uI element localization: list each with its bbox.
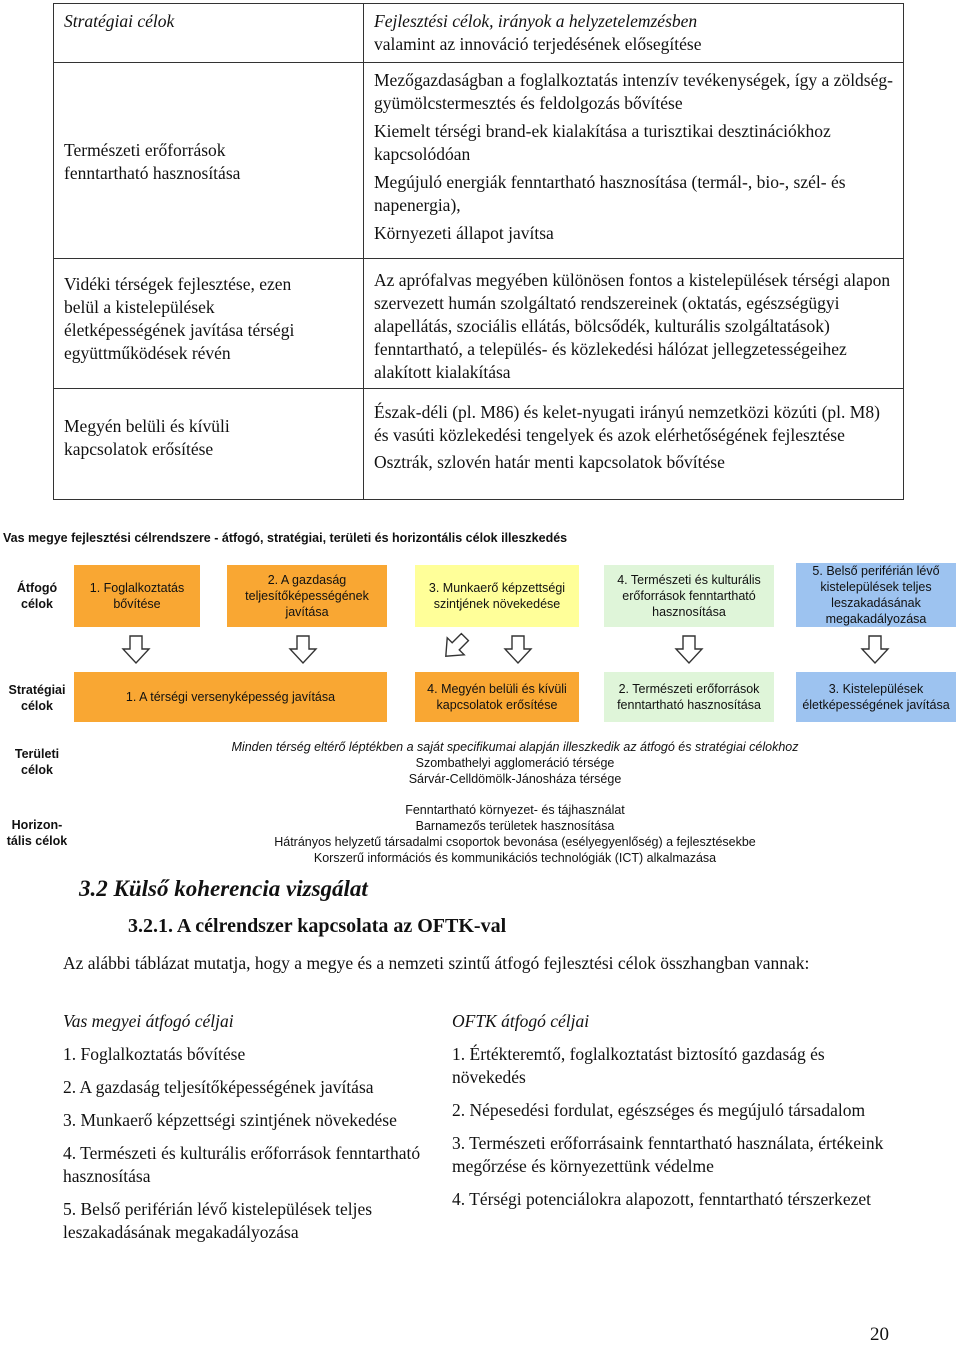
subsection-heading: 3.2.1. A célrendszer kapcsolata az OFTK-val [128, 915, 507, 937]
horizontalis-line-2: Barnamezős területek hasznosítása [415, 819, 615, 833]
row1-item-4: Környezeti állapot javítsa [374, 223, 554, 243]
list-item: 5. Belső periférián lévő kistelepülések teljes leszakadásának megakadályozása [63, 1199, 373, 1242]
strategiai-box-1: 1. A térségi versenyképesség javítása [74, 672, 387, 722]
row2-left-line-3: életképességének javítása térségi [64, 320, 295, 340]
label-strategiai-line-2: célok [21, 699, 53, 713]
table-row [54, 63, 904, 259]
arrow-down-icon [503, 635, 533, 665]
row1-item-1: Mezőgazdaságban a foglalkoztatás intenzív tevékenységek, így a zöldség- gyümölcstermesztés és feldolgozás bővítése [374, 70, 893, 113]
label-atfogo-line-2: célok [21, 597, 53, 611]
strategic-goals-table [53, 3, 904, 500]
atfogo-box-2: 2. A gazdaság teljesítőképességének javítása [227, 565, 387, 627]
arrow-down-icon [288, 635, 318, 665]
horizontalis-line-1: Fenntartható környezet- és tájhasználat [405, 803, 625, 817]
diagram-title: Vas megye fejlesztési célrendszere - átfogó, stratégiai, területi és horizontális célok illeszkedés [3, 531, 568, 545]
row3-left-line-1: Megyén belüli és kívüli [64, 416, 230, 436]
row1-left-line-1: Természeti erőforrások [64, 139, 226, 160]
atfogo-box-5: 5. Belső periférián lévő kistelepülések teljes leszakadásának megakadályozása [796, 563, 956, 627]
row1-left-line-2: fenntartható hasznosítása [64, 162, 241, 183]
intro-paragraph: Az alábbi táblázat mutatja, hogy a megye és a nemzeti szintű átfogó fejlesztési célok összhangban vannak: [63, 953, 810, 973]
atfogo-box-4: 4. Természeti és kulturális erőforrások fenntartható hasznosítása [604, 565, 774, 627]
list-item: 3. Természeti erőforrásaink fenntartható használata, értékeink megőrzése és környezettünk védelme [452, 1133, 884, 1176]
table-header-right [364, 4, 904, 63]
row2-left-line-4: együttműködések révén [64, 343, 231, 363]
header-right-line-2: valamint az innováció terjedésének elősegítése [374, 34, 702, 54]
list-item: 4. Térségi potenciálokra alapozott, fenntartható térszerkezet [452, 1189, 871, 1209]
row3-left-line-2: kapcsolatok erősítése [64, 439, 214, 459]
label-horizontalis-line-1: Horizon- [11, 818, 63, 832]
row2-item-1: Az aprófalvas megyében különösen fontos a kistelepülések térségi alapon szervezett humán szolgáltató rendszereinek (oktatás, egészségügyi alapellátás, szociális ellátás, bölcsődék, kulturális szolgáltatások) fenntartható, a település- és közlekedési hálózat jellegzetességeihez alakított kialakítása [374, 270, 891, 382]
row1-left [54, 63, 364, 259]
label-strategiai-line-1: Stratégiai [8, 683, 66, 697]
arrow-down-icon [121, 635, 151, 665]
oftk-goals-header: OFTK átfogó céljai [452, 1011, 590, 1031]
vas-goals-column [63, 1010, 433, 1254]
row1-item-3: Megújuló energiák fenntartható hasznosítása (termál-, bio-, szél- és napenergia), [374, 172, 846, 215]
row2-left-line-2: belül a kistelepülések [64, 297, 215, 317]
section-heading: 3.2 Külső koherencia vizsgálat [79, 876, 368, 901]
strategiai-box-3: 3. Kistelepülések életképességének javítása [796, 672, 956, 722]
label-atfogo [10, 580, 64, 612]
row1-item-2: Kiemelt térségi brand-ek kialakítása a turisztikai desztinációkhoz kapcsolódóan [374, 121, 831, 164]
table-row [54, 259, 904, 389]
row3-right [364, 389, 904, 500]
label-strategiai [2, 682, 72, 714]
label-horizontalis [2, 817, 72, 849]
table-header-row [54, 4, 904, 63]
list-item: 1. Foglalkoztatás bővítése [63, 1044, 246, 1064]
horizontalis-line-3: Hátrányos helyzetű társadalmi csoportok bevonása (esélyegyenlőség) a fejlesztésekbe [274, 835, 756, 849]
atfogo-box-1: 1. Foglalkoztatás bővítése [74, 565, 200, 627]
atfogo-box-3: 3. Munkaerő képzettségi szintjének növekedése [415, 565, 579, 627]
label-teruleti [2, 746, 72, 778]
strategiai-box-4: 4. Megyén belüli és kívüli kapcsolatok erősítése [415, 672, 579, 722]
teruleti-line-3: Sárvár-Celldömölk-Jánosháza térsége [408, 772, 622, 786]
table-header-left [54, 4, 364, 63]
list-item: 1. Értékteremtő, foglalkoztatást biztosító gazdaság és növekedés [452, 1044, 825, 1087]
vas-goals-header: Vas megyei átfogó céljai [63, 1011, 234, 1031]
horizontalis-line-4: Korszerű információs és kommunikációs technológiák (ICT) alkalmazása [313, 851, 717, 865]
table-row [54, 389, 904, 500]
teruleti-line-2: Szombathelyi agglomeráció térsége [415, 756, 615, 770]
header-right-line-1: Fejlesztési célok, irányok a helyzetelemzésben [374, 11, 698, 31]
row3-left [54, 389, 364, 500]
teruleti-line-1: Minden térség eltérő léptékben a saját specifikumai alapján illeszkedik az átfogó és stratégiai célokhoz [231, 740, 799, 754]
header-strategic-goals: Stratégiai célok [64, 11, 175, 31]
row2-left-line-1: Vidéki térségek fejlesztése, ezen [64, 274, 292, 294]
row1-right [364, 63, 904, 259]
arrow-diagonal-icon [440, 632, 470, 662]
row2-right [364, 259, 904, 389]
label-teruleti-line-1: Területi [14, 747, 60, 761]
list-item: 2. Népesedési fordulat, egészséges és megújuló társadalom [452, 1100, 866, 1120]
arrow-down-icon [674, 635, 704, 665]
list-item: 3. Munkaerő képzettségi szintjének növekedése [63, 1110, 397, 1130]
page-number: 20 [870, 1324, 889, 1345]
label-horizontalis-line-2: tális célok [6, 834, 68, 848]
list-item: 4. Természeti és kulturális erőforrások fenntartható hasznosítása [63, 1143, 421, 1186]
list-item: 2. A gazdaság teljesítőképességének javítása [63, 1077, 374, 1097]
row2-left [54, 259, 364, 389]
row3-item-2: Osztrák, szlovén határ menti kapcsolatok bővítése [374, 452, 725, 472]
arrow-down-icon [860, 635, 890, 665]
row3-item-1: Észak-déli (pl. M86) és kelet-nyugati irányú nemzetközi közúti (pl. M8) és vasúti közlekedési tengelyek és azok elérhetőségének fejlesztése [374, 402, 880, 445]
oftk-goals-column [452, 1010, 892, 1221]
strategiai-box-2: 2. Természeti erőforrások fenntartható hasznosítása [604, 672, 774, 722]
label-teruleti-line-2: célok [21, 763, 53, 777]
label-atfogo-line-1: Átfogó [16, 581, 58, 595]
